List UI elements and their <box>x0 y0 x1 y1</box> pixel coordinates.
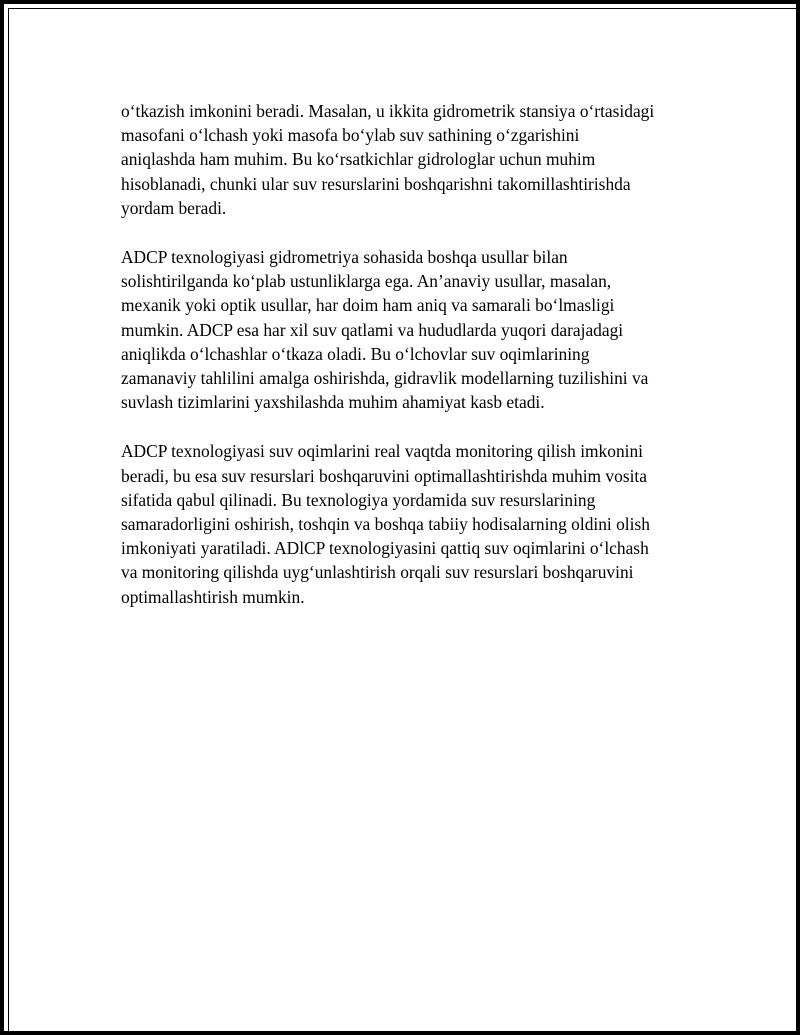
paragraph-line: imkoniyati yaratiladi. ADlCP texnologiyasini qattiq suv oqimlarini o‘lchash <box>121 538 649 559</box>
paragraph-line: aniqlashda ham muhim. Bu ko‘rsatkichlar gidrologlar uchun muhim <box>121 149 596 170</box>
paragraph-line: mexanik yoki optik usullar, har doim ham aniq va samarali bo‘lmasligi <box>121 295 615 316</box>
paragraph-line: yordam beradi. <box>121 197 227 218</box>
document-body <box>121 99 703 634</box>
paragraph-2 <box>121 245 703 414</box>
paragraph-line: suvlash tizimlarini yaxshilashda muhim ahamiyat kasb etadi. <box>121 392 545 413</box>
paragraph-line: o‘tkazish imkonini beradi. Masalan, u ikkita gidrometrik stansiya o‘rtasidagi <box>121 101 655 121</box>
paragraph-line: masofani o‘lchash yoki masofa bo‘ylab suv sathining o‘zgarishini <box>121 125 580 146</box>
paragraph-line: optimallashtirish mumkin. <box>121 586 305 607</box>
paragraph-3 <box>121 439 703 608</box>
paragraph-line: sifatida qabul qilinadi. Bu texnologiya yordamida suv resurslarining <box>121 489 596 510</box>
paragraph-line: beradi, bu esa suv resurslari boshqaruvini optimallashtirishda muhim vosita <box>121 465 647 486</box>
paragraph-line: solishtirilganda ko‘plab ustunliklarga ega. An’anaviy usullar, masalan, <box>121 271 612 292</box>
paragraph-line: zamanaviy tahlilini amalga oshirishda, gidravlik modellarning tuzilishini va <box>121 368 649 389</box>
paragraph-line: ADCP texnologiyasi gidrometriya sohasida boshqa usullar bilan <box>121 247 568 268</box>
paragraph-line: hisoblanadi, chunki ular suv resurslarini boshqarishni takomillashtirishda <box>121 173 631 194</box>
paragraph-line: ADCP texnologiyasi suv oqimlarini real vaqtda monitoring qilish imkonini <box>121 441 643 462</box>
paragraph-1 <box>121 99 703 220</box>
paragraph-line: samaradorligini oshirish, toshqin va boshqa tabiiy hodisalarning oldini olish <box>121 514 650 535</box>
paragraph-line: va monitoring qilishda uyg‘unlashtirish orqali suv resurslari boshqaruvini <box>121 562 634 583</box>
paragraph-line: aniqlikda o‘lchashlar o‘tkaza oladi. Bu o‘lchovlar suv oqimlarining <box>121 343 590 364</box>
paragraph-line: mumkin. ADCP esa har xil suv qatlami va hududlarda yuqori darajadagi <box>121 319 624 340</box>
